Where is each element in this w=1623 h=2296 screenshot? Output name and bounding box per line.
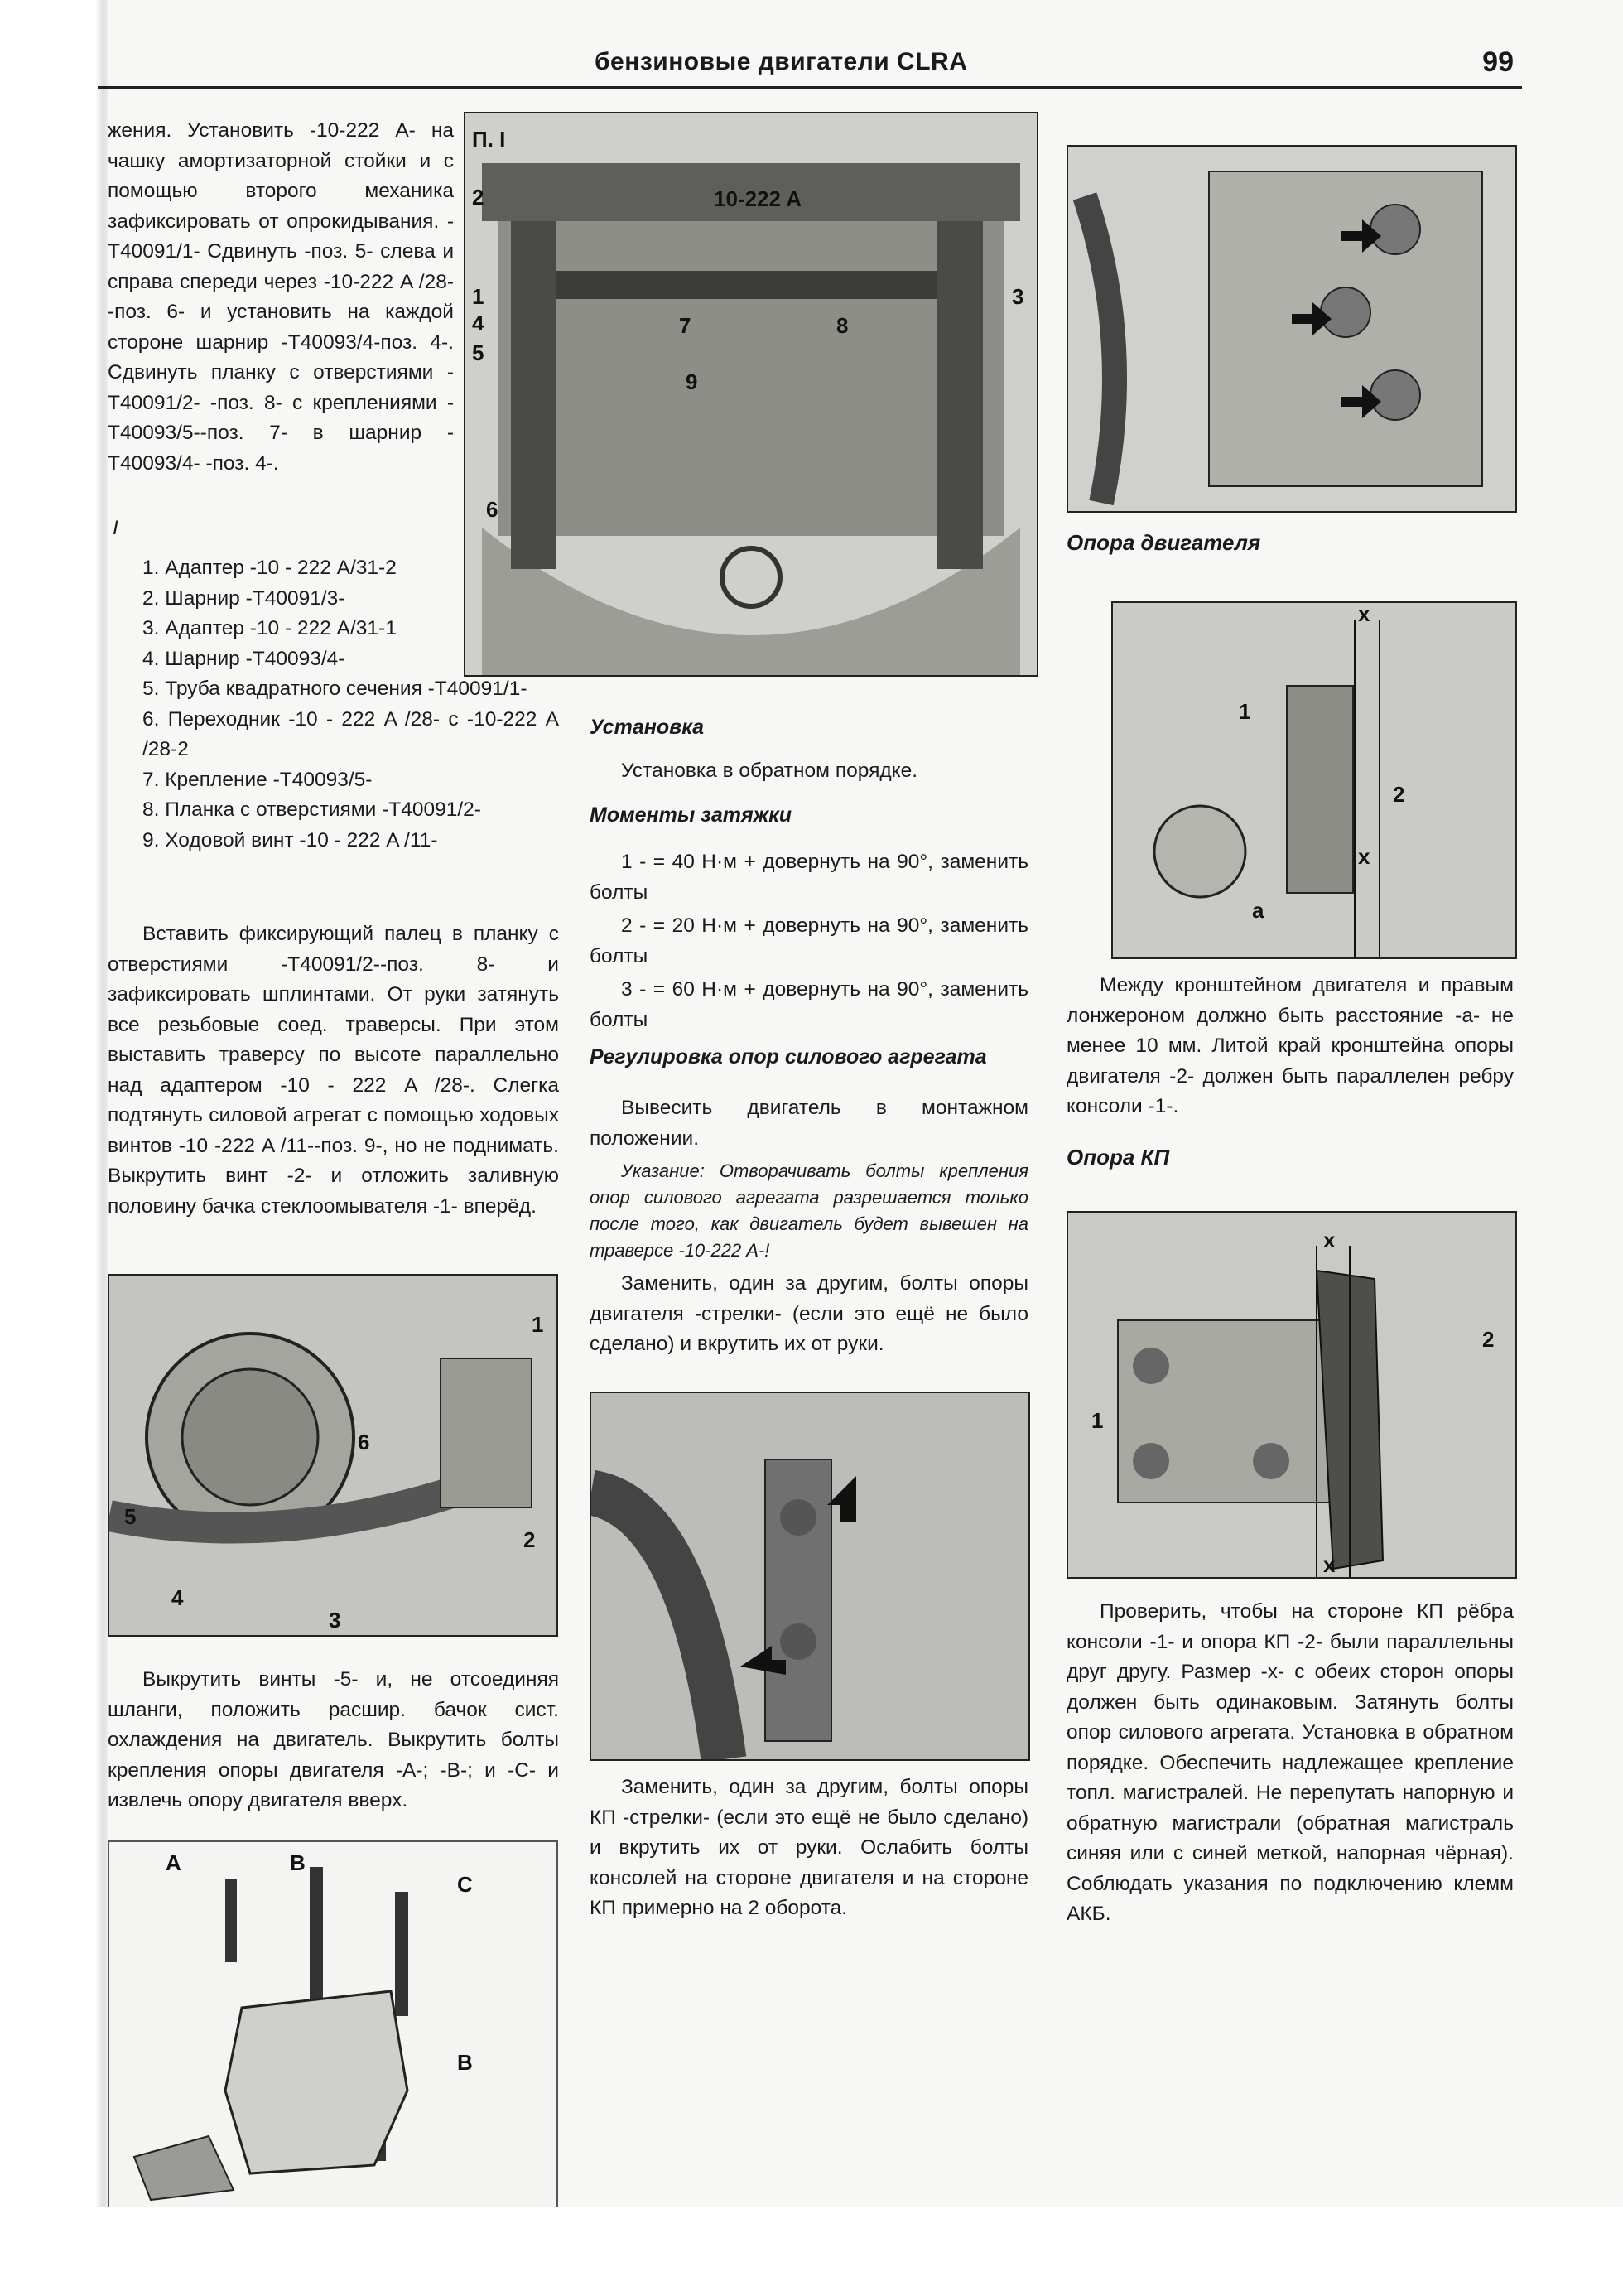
caption-gearbox-mount: Опора КП (1067, 1145, 1170, 1170)
fig5-label: a (1252, 898, 1264, 923)
torque-item: 1 - = 40 Н·м + довернуть на 90°, заменить болты (590, 851, 1028, 904)
figure-reservoir (108, 1274, 558, 1637)
figure-mount-gap (1111, 601, 1517, 959)
fig1-label: 7 (679, 313, 691, 338)
page-number: 99 (1482, 46, 1514, 78)
fig3-label: B (290, 1850, 306, 1875)
fig1-label: 1 (472, 284, 484, 309)
col1-para2: Вставить фиксирующий палец в планку с отверстиями -T40091/2--поз. 8- и зафиксировать шплинтами. От руки затянуть все резьбовые соед. траверсы. При этом выставить траверсу по высоте параллельно над адаптером -10 - 222 A /28-. Слегка подтянуть силовой агрегат с помощью ходовых винтов -10 -222 A /11--поз. 9-, но не поднимать. Выкрутить винт -2- и отложить заливную половину бачка стеклоомывателя -1- вперёд. (108, 923, 559, 1218)
fig1-tool-label: 10-222 A (714, 186, 802, 211)
list-item: 2. Шарнир -T40091/3- (142, 586, 345, 610)
col3-p2: Проверить, чтобы на стороне КП рёбра консоли -1- и опора КП -2- были параллельны друг другу. Размер -x- с обеих сторон опоры должен быть одинаковым. Затянуть болты опор силового агрегата. Установка в обратном порядке. Обеспечить надлежащее крепление топл. магистралей. Не перепутать напорную и обратную магистрали (обратная магистраль синяя или с синей меткой, напорная чёрная). Соблюдать указания по подключению клемм АКБ. (1067, 1600, 1514, 1925)
list-item: 3. Адаптер -10 - 222 A/31-1 (142, 617, 397, 639)
fig2-label: 6 (358, 1430, 370, 1454)
figure-gearbox-bolts (590, 1392, 1030, 1761)
torque-item: 3 - = 60 Н·м + довернуть на 90°, заменить болты (590, 978, 1028, 1031)
col2-p3: Заменить, один за другим, болты опоры двигателя -стрелки- (если это ещё не было сделано) и вкрутить их от руки. (590, 1272, 1028, 1355)
list-item: 1. Адаптер -10 - 222 A/31-2 (142, 557, 397, 579)
fig5-label: x (1358, 603, 1370, 626)
col1-mark: I (113, 517, 118, 539)
fig2-label: 2 (523, 1527, 536, 1552)
fig1-label: 9 (686, 369, 698, 394)
scan-shadow (0, 0, 108, 2296)
page-header (98, 43, 1522, 89)
fig6-label: 2 (1482, 1327, 1495, 1352)
fig1-label: 6 (486, 497, 498, 522)
caption-engine-mount: Опора двигателя (1067, 530, 1261, 555)
fig2-label: 3 (329, 1608, 341, 1633)
torque-item: 2 - = 20 Н·м + довернуть на 90°, заменить болты (590, 914, 1028, 967)
fig6-label: 1 (1091, 1408, 1104, 1433)
fig6-label: x (1323, 1228, 1336, 1252)
list-item: 5. Труба квадратного сечения -T40091/1- (142, 678, 527, 700)
list-item: 9. Ходовой винт -10 - 222 A /11- (142, 828, 438, 851)
fig6-label: x (1323, 1552, 1336, 1577)
col2-p2: Вывесить двигатель в монтажном положении. (590, 1097, 1028, 1150)
heading-mount-adjust: Регулировка опор силового агрегата (590, 1045, 987, 1068)
fig1-label: 5 (472, 340, 484, 365)
figure-gearbox-mount (1067, 1211, 1517, 1579)
col1-para3: Выкрутить винты -5- и, не отсоединяя шланги, положить расшир. бачок сист. охлаждения на двигатель. Выкрутить болты крепления опоры двигателя -A-; -B-; и -C- и извлечь опору двигателя вверх. (108, 1668, 559, 1811)
fig3-label: B (457, 2050, 473, 2075)
col2-p4: Заменить, один за другим, болты опоры КП -стрелки- (если это ещё не было сделано) и вкрутить их от руки. Ослабить болты консолей на стороне двигателя и на стороне КП примерно на 2 оборота. (590, 1776, 1028, 1919)
fig3-label: C (457, 1872, 473, 1897)
running-title: бензиновые двигатели CLRA (595, 48, 968, 75)
figure-engine-mount (1067, 145, 1517, 513)
fig1-label: 8 (836, 313, 849, 338)
list-item: 6. Переходник -10 - 222 A /28- с -10-222 A /28-2 (142, 707, 559, 760)
heading-torques: Моменты затяжки (590, 803, 792, 827)
fig1-tag: П. I (472, 127, 506, 152)
fig5-label: 1 (1239, 699, 1251, 724)
fig3-label: A (166, 1850, 181, 1875)
figure-traverse (464, 112, 1038, 677)
col2-p1: Установка в обратном порядке. (621, 760, 918, 782)
fig2-label: 1 (532, 1312, 544, 1337)
figure-mount-bolts (108, 1840, 558, 2208)
list-item: 4. Шарнир -T40093/4- (142, 647, 345, 670)
col1-intro: жения. Установить -10-222 A- на чашку амортизаторной стойки и с помощью второго механика зафиксировать от опрокидывания. -T40091/1- Сдвинуть -поз. 5- слева и справа спереди через -10-222 A /28--поз. 6- и установить на каждой стороне шарнир -T40093/4-поз. 4-. Сдвинуть планку с отверстиями -T40091/2- -поз. 8- с креплениями -T40093/5--поз. 7- в шарнир -T40093/4- -поз. 4-. (108, 119, 454, 475)
col3-p1: Между кронштейном двигателя и правым лонжероном должно быть расстояние -a- не менее 10 мм. Литой край кронштейна опоры двигателя -2- должен быть параллелен ребру консоли -1-. (1067, 974, 1514, 1117)
list-item: 8. Планка с отверстиями -T40091/2- (142, 798, 481, 821)
fig1-label: 3 (1012, 284, 1024, 309)
fig5-label: x (1358, 844, 1370, 869)
heading-installation: Установка (590, 716, 705, 739)
fig1-label: 2 (472, 185, 484, 210)
fig2-label: 5 (124, 1504, 137, 1529)
bottom-margin (0, 2207, 1623, 2296)
list-item: 7. Крепление -T40093/5- (142, 768, 373, 791)
col2-note: Указание: Отворачивать болты крепления опор силового агрегата разрешается только после того, как двигатель будет вывешен на траверсе -10-222 A-! (590, 1160, 1028, 1261)
fig2-label: 4 (171, 1585, 184, 1610)
fig5-label: 2 (1393, 782, 1405, 807)
fig1-label: 4 (472, 311, 484, 335)
